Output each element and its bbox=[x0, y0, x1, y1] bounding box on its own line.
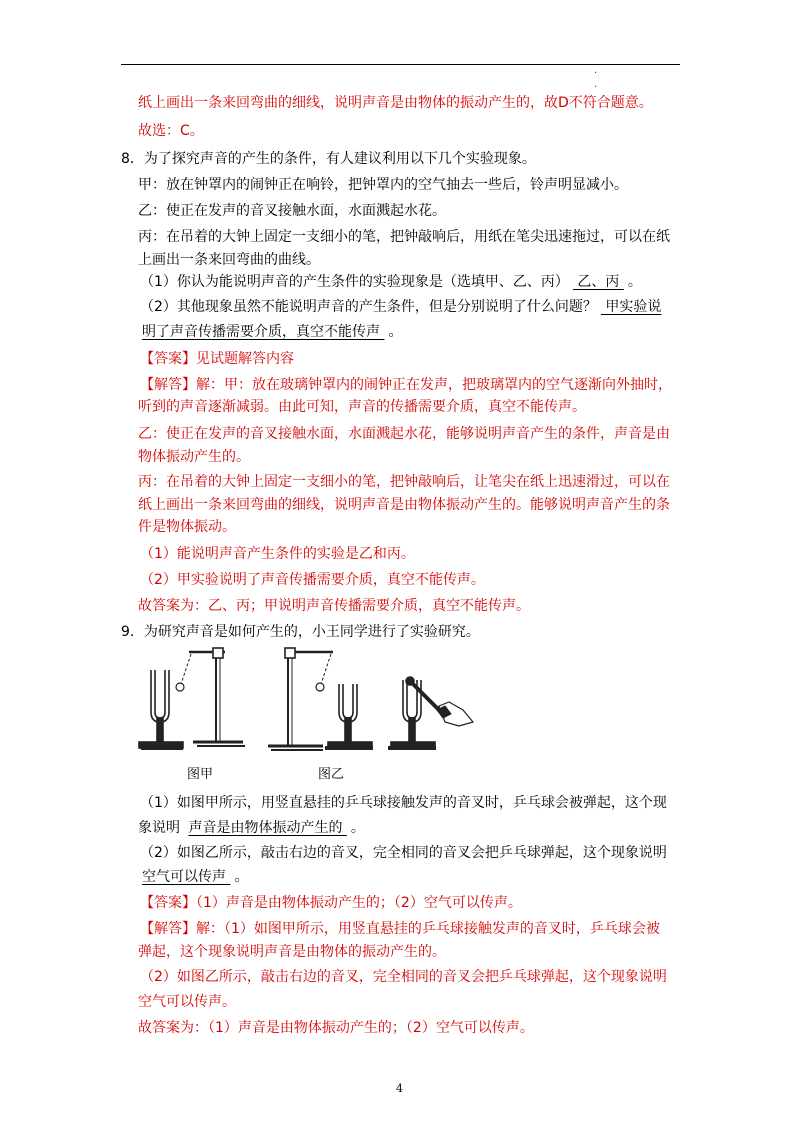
text-line bbox=[138, 1018, 534, 1038]
text-line bbox=[140, 843, 667, 863]
mallet-icon bbox=[411, 682, 441, 712]
text-line bbox=[138, 942, 446, 962]
answer-blank: 乙、丙 bbox=[572, 274, 624, 290]
text-line bbox=[138, 447, 250, 467]
text-line bbox=[140, 544, 415, 564]
text-line bbox=[138, 322, 402, 342]
text-segment: （2）甲实验说明了声音传播需要介质，真空不能传声。 bbox=[140, 572, 485, 588]
text-line bbox=[138, 397, 586, 417]
text-line bbox=[138, 472, 670, 492]
text-segment: （2）其他现象虽然不能说明声音的产生条件，但是分别说明了什么问题？ bbox=[140, 299, 597, 315]
text-line bbox=[138, 818, 365, 838]
answer-blank: 声音是由物体振动产生的 bbox=[188, 820, 347, 836]
text-segment: 空气可以传声。 bbox=[138, 994, 236, 1010]
text-segment: 【答案】（1）声音是由物体振动产生的；（2）空气可以传声。 bbox=[140, 895, 522, 911]
text-line bbox=[138, 227, 670, 247]
text-segment: 故选：C。 bbox=[138, 123, 204, 139]
text-segment: 丙：在吊着的大钟上固定一支细小的笔，把钟敲响后，用纸在笔尖迅速拖过，可以在纸 bbox=[138, 229, 670, 245]
text-line bbox=[140, 297, 665, 317]
text-line bbox=[138, 175, 628, 195]
text-line bbox=[138, 596, 530, 616]
ping-pong-ball-b-icon bbox=[316, 683, 324, 691]
text-segment: 弹起，这个现象说明声音是由物体的振动产生的。 bbox=[138, 944, 446, 960]
text-line bbox=[140, 272, 642, 292]
answer-blank: 明了声音传播需要介质，真空不能传声 bbox=[142, 324, 385, 340]
text-segment: 故答案为：（1）声音是由物体振动产生的；（2）空气可以传声。 bbox=[138, 1020, 534, 1036]
text-line bbox=[140, 919, 660, 939]
text-line bbox=[138, 424, 670, 444]
text-segment: 甲：放在钟罩内的闹钟正在响铃，把钟罩内的空气抽去一些后，铃声明显减小。 bbox=[138, 177, 628, 193]
text-line bbox=[140, 893, 522, 913]
fork-b-icon bbox=[339, 684, 357, 722]
text-segment: 故答案为：乙、丙；甲说明声音传播需要介质，真空不能传声。 bbox=[138, 598, 530, 614]
page-number: 4 bbox=[396, 1082, 403, 1095]
text-segment: 丙：在吊着的大钟上固定一支细小的笔，把钟敲响后，让笔尖在纸上迅速滑过，可以在 bbox=[138, 474, 670, 490]
fork-c-icon bbox=[403, 680, 421, 722]
text-segment: 。 bbox=[234, 869, 249, 885]
header-dot-mark: · bbox=[594, 82, 598, 93]
figure-caption-b: 图乙 bbox=[318, 767, 345, 782]
text-segment: （1）如图甲所示，用竖直悬挂的乒乓球接触发声的音叉时，乒乓球会被弹起，这个现 bbox=[140, 795, 667, 811]
tuning-fork-diagram bbox=[133, 640, 478, 786]
text-segment: 纸上画出一条来回弯曲的细线，说明声音是由物体振动产生的。能够说明声音产生的条 bbox=[138, 497, 670, 513]
text-line bbox=[140, 967, 667, 987]
text-line bbox=[138, 495, 670, 515]
text-segment: 乙：使正在发声的音叉接触水面，水面溅起水花，能够说明声音产生的条件，声音是由 bbox=[138, 426, 670, 442]
text-segment: 【解答】解：甲：放在玻璃钟罩内的闹钟正在发声，把玻璃罩内的空气逐渐向外抽时， bbox=[140, 377, 672, 393]
text-segment: （1）你认为能说明声音的产生条件的实验现象是（选填甲、乙、丙） bbox=[140, 274, 569, 290]
text-line bbox=[138, 201, 446, 221]
text-segment: （2）如图乙所示，敲击右边的音叉，完全相同的音叉会把乒乓球弹起，这个现象说明 bbox=[140, 969, 667, 985]
text-line bbox=[140, 570, 485, 590]
text-line bbox=[140, 349, 294, 369]
text-segment: 【答案】见试题解答内容 bbox=[140, 351, 294, 367]
text-segment: （2）如图乙所示，敲击右边的音叉，完全相同的音叉会把乒乓球弹起，这个现象说明 bbox=[140, 845, 667, 861]
text-line bbox=[140, 793, 667, 813]
text-line bbox=[138, 250, 320, 270]
text-segment: 乙：使正在发声的音叉接触水面，水面溅起水花。 bbox=[138, 203, 446, 219]
text-segment: 8．为了探究声音的产生的条件，有人建议利用以下几个实验现象。 bbox=[121, 151, 536, 167]
figure-caption-a: 图甲 bbox=[187, 767, 214, 782]
ping-pong-ball-a-icon bbox=[176, 683, 184, 691]
text-segment: 象说明 bbox=[138, 820, 185, 836]
answer-blank: 空气可以传声 bbox=[142, 869, 231, 885]
text-segment: 听到的声音逐渐减弱。由此可知，声音的传播需要介质，真空不能传声。 bbox=[138, 399, 586, 415]
text-line bbox=[138, 93, 653, 113]
text-line bbox=[138, 517, 236, 537]
fork-a-icon bbox=[151, 670, 169, 722]
header-dot-mark: · bbox=[594, 68, 598, 79]
text-line bbox=[138, 867, 248, 887]
text-segment: 上画出一条来回弯曲的曲线。 bbox=[138, 252, 320, 268]
text-segment: 件是物体振动。 bbox=[138, 519, 236, 535]
text-line bbox=[121, 622, 480, 642]
text-segment: （1）能说明声音产生条件的实验是乙和丙。 bbox=[140, 546, 415, 562]
text-segment: 。 bbox=[350, 820, 365, 836]
text-line bbox=[138, 121, 204, 141]
text-segment: 纸上画出一条来回弯曲的细线，说明声音是由物体的振动产生的，故D不符合题意。 bbox=[138, 95, 653, 111]
text-segment: 。 bbox=[627, 274, 642, 290]
text-segment: 。 bbox=[388, 324, 403, 340]
text-segment: 物体振动产生的。 bbox=[138, 449, 250, 465]
text-line bbox=[138, 992, 236, 1012]
text-segment: 9．为研究声音是如何产生的，小王同学进行了实验研究。 bbox=[121, 624, 480, 640]
text-segment: 【解答】解：（1）如图甲所示，用竖直悬挂的乒乓球接触发声的音叉时，乒乓球会被 bbox=[140, 921, 660, 937]
header-rule bbox=[121, 64, 680, 65]
text-line bbox=[140, 375, 672, 395]
experiment-figure bbox=[133, 640, 478, 786]
text-line bbox=[121, 149, 536, 169]
answer-blank: 甲实验说 bbox=[600, 299, 662, 315]
